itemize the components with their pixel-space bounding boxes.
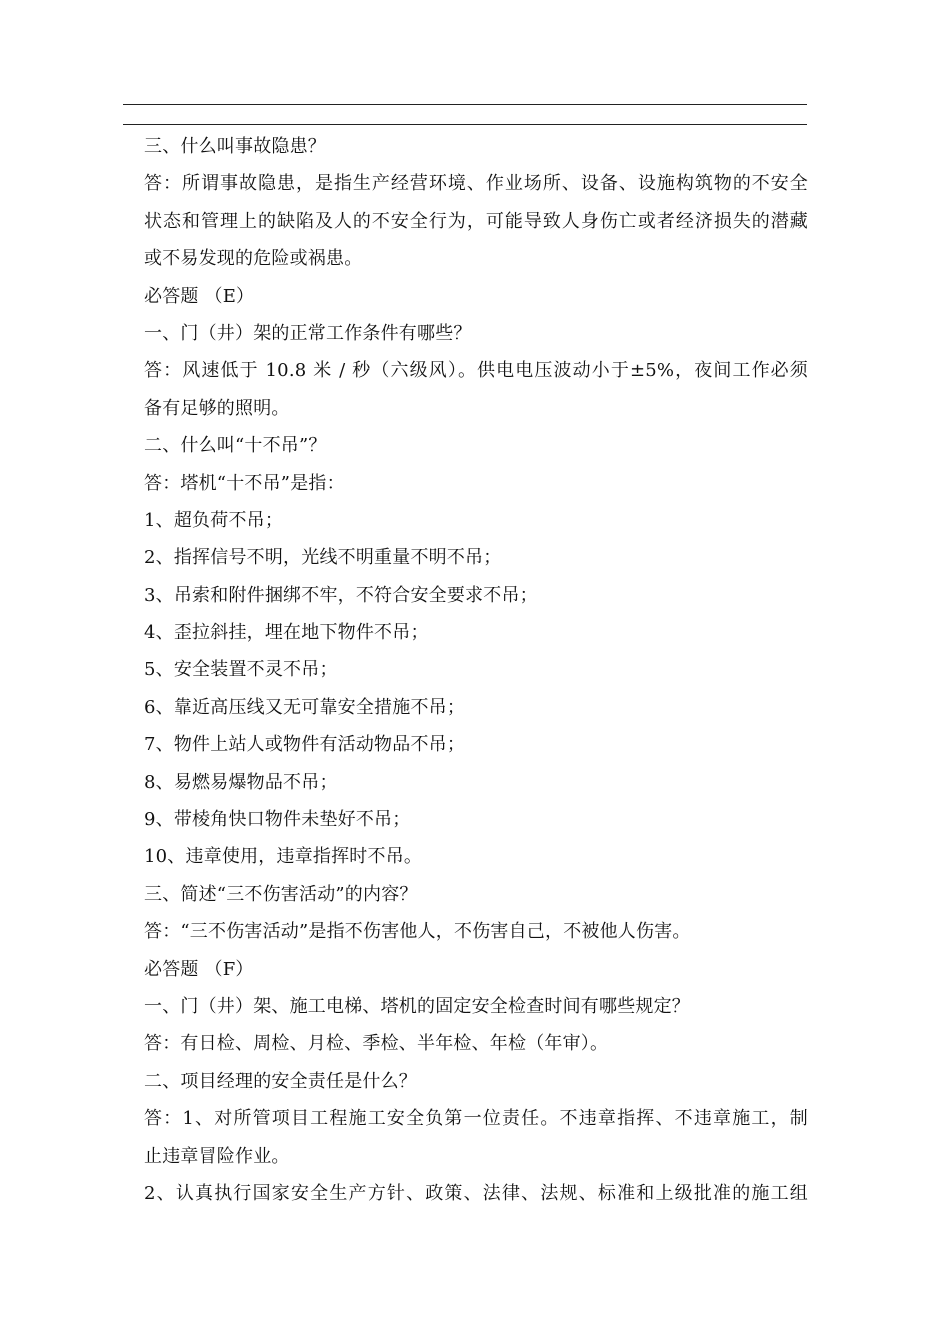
list-item: 3、吊索和附件捆绑不牢，不符合安全要求不吊； <box>144 584 538 606</box>
list-item: 7、物件上站人或物件有活动物品不吊； <box>144 734 466 756</box>
question-heading: 一、门（井）架、施工电梯、塔机的固定安全检查时间有哪些规定？ <box>144 995 690 1017</box>
text-line: 止违章冒险作业。 <box>144 1145 290 1167</box>
text-line: 2、认真执行国家安全生产方针、政策、法律、法规、标准和上级批准的施工组 <box>144 1182 808 1204</box>
answer-paragraph <box>144 165 808 277</box>
section-heading: 必答题 （F） <box>144 958 254 980</box>
question-heading: 二、什么叫“十不吊”？ <box>144 435 327 457</box>
text-line: 备有足够的照明。 <box>144 397 290 419</box>
list-item: 6、靠近高压线又无可靠安全措施不吊； <box>144 696 466 718</box>
text-line: 答：风速低于 10.8 米 / 秒（六级风）。供电电压波动小于±5%，夜间工作必须 <box>144 360 808 382</box>
list-item: 4、歪拉斜挂，埋在地下物件不吊； <box>144 622 429 644</box>
header-rule-bottom <box>123 124 807 125</box>
document-body <box>144 128 808 1212</box>
list-item: 1、超负荷不吊； <box>144 509 284 531</box>
answer-paragraph <box>144 1175 808 1212</box>
list-item: 5、安全装置不灵不吊； <box>144 659 338 681</box>
text-line: 状态和管理上的缺陷及人的不安全行为，可能导致人身伤亡或者经济损失的潜藏 <box>144 210 808 232</box>
list-item: 10、违章使用，违章指挥时不吊。 <box>144 846 423 868</box>
question-heading: 一、门（井）架的正常工作条件有哪些？ <box>144 322 472 344</box>
answer-line: 答：“三不伤害活动”是指不伤害他人，不伤害自己，不被他人伤害。 <box>144 921 691 943</box>
question-heading: 三、简述“三不伤害活动”的内容？ <box>144 883 418 905</box>
answer-paragraph <box>144 1100 808 1175</box>
answer-line: 答：塔机“十不吊”是指： <box>144 472 345 494</box>
list-item: 2、指挥信号不明，光线不明重量不明不吊； <box>144 547 502 569</box>
list-item: 8、易燃易爆物品不吊； <box>144 771 338 793</box>
list-item: 9、带棱角快口物件未垫好不吊； <box>144 809 411 831</box>
header-rule-top <box>123 104 807 105</box>
question-heading: 三、什么叫事故隐患？ <box>144 136 326 157</box>
answer-line: 答：有日检、周检、月检、季检、半年检、年检（年审）。 <box>144 1033 609 1055</box>
section-heading: 必答题 （E） <box>144 285 255 307</box>
text-line: 或不易发现的危险或祸患。 <box>144 248 363 270</box>
question-heading: 二、项目经理的安全责任是什么？ <box>144 1070 417 1092</box>
answer-paragraph <box>144 352 808 427</box>
text-line: 答：所谓事故隐患，是指生产经营环境、作业场所、设备、设施构筑物的不安全 <box>144 173 808 195</box>
text-line: 答：1、对所管项目工程施工安全负第一位责任。不违章指挥、不违章施工，制 <box>144 1108 808 1130</box>
